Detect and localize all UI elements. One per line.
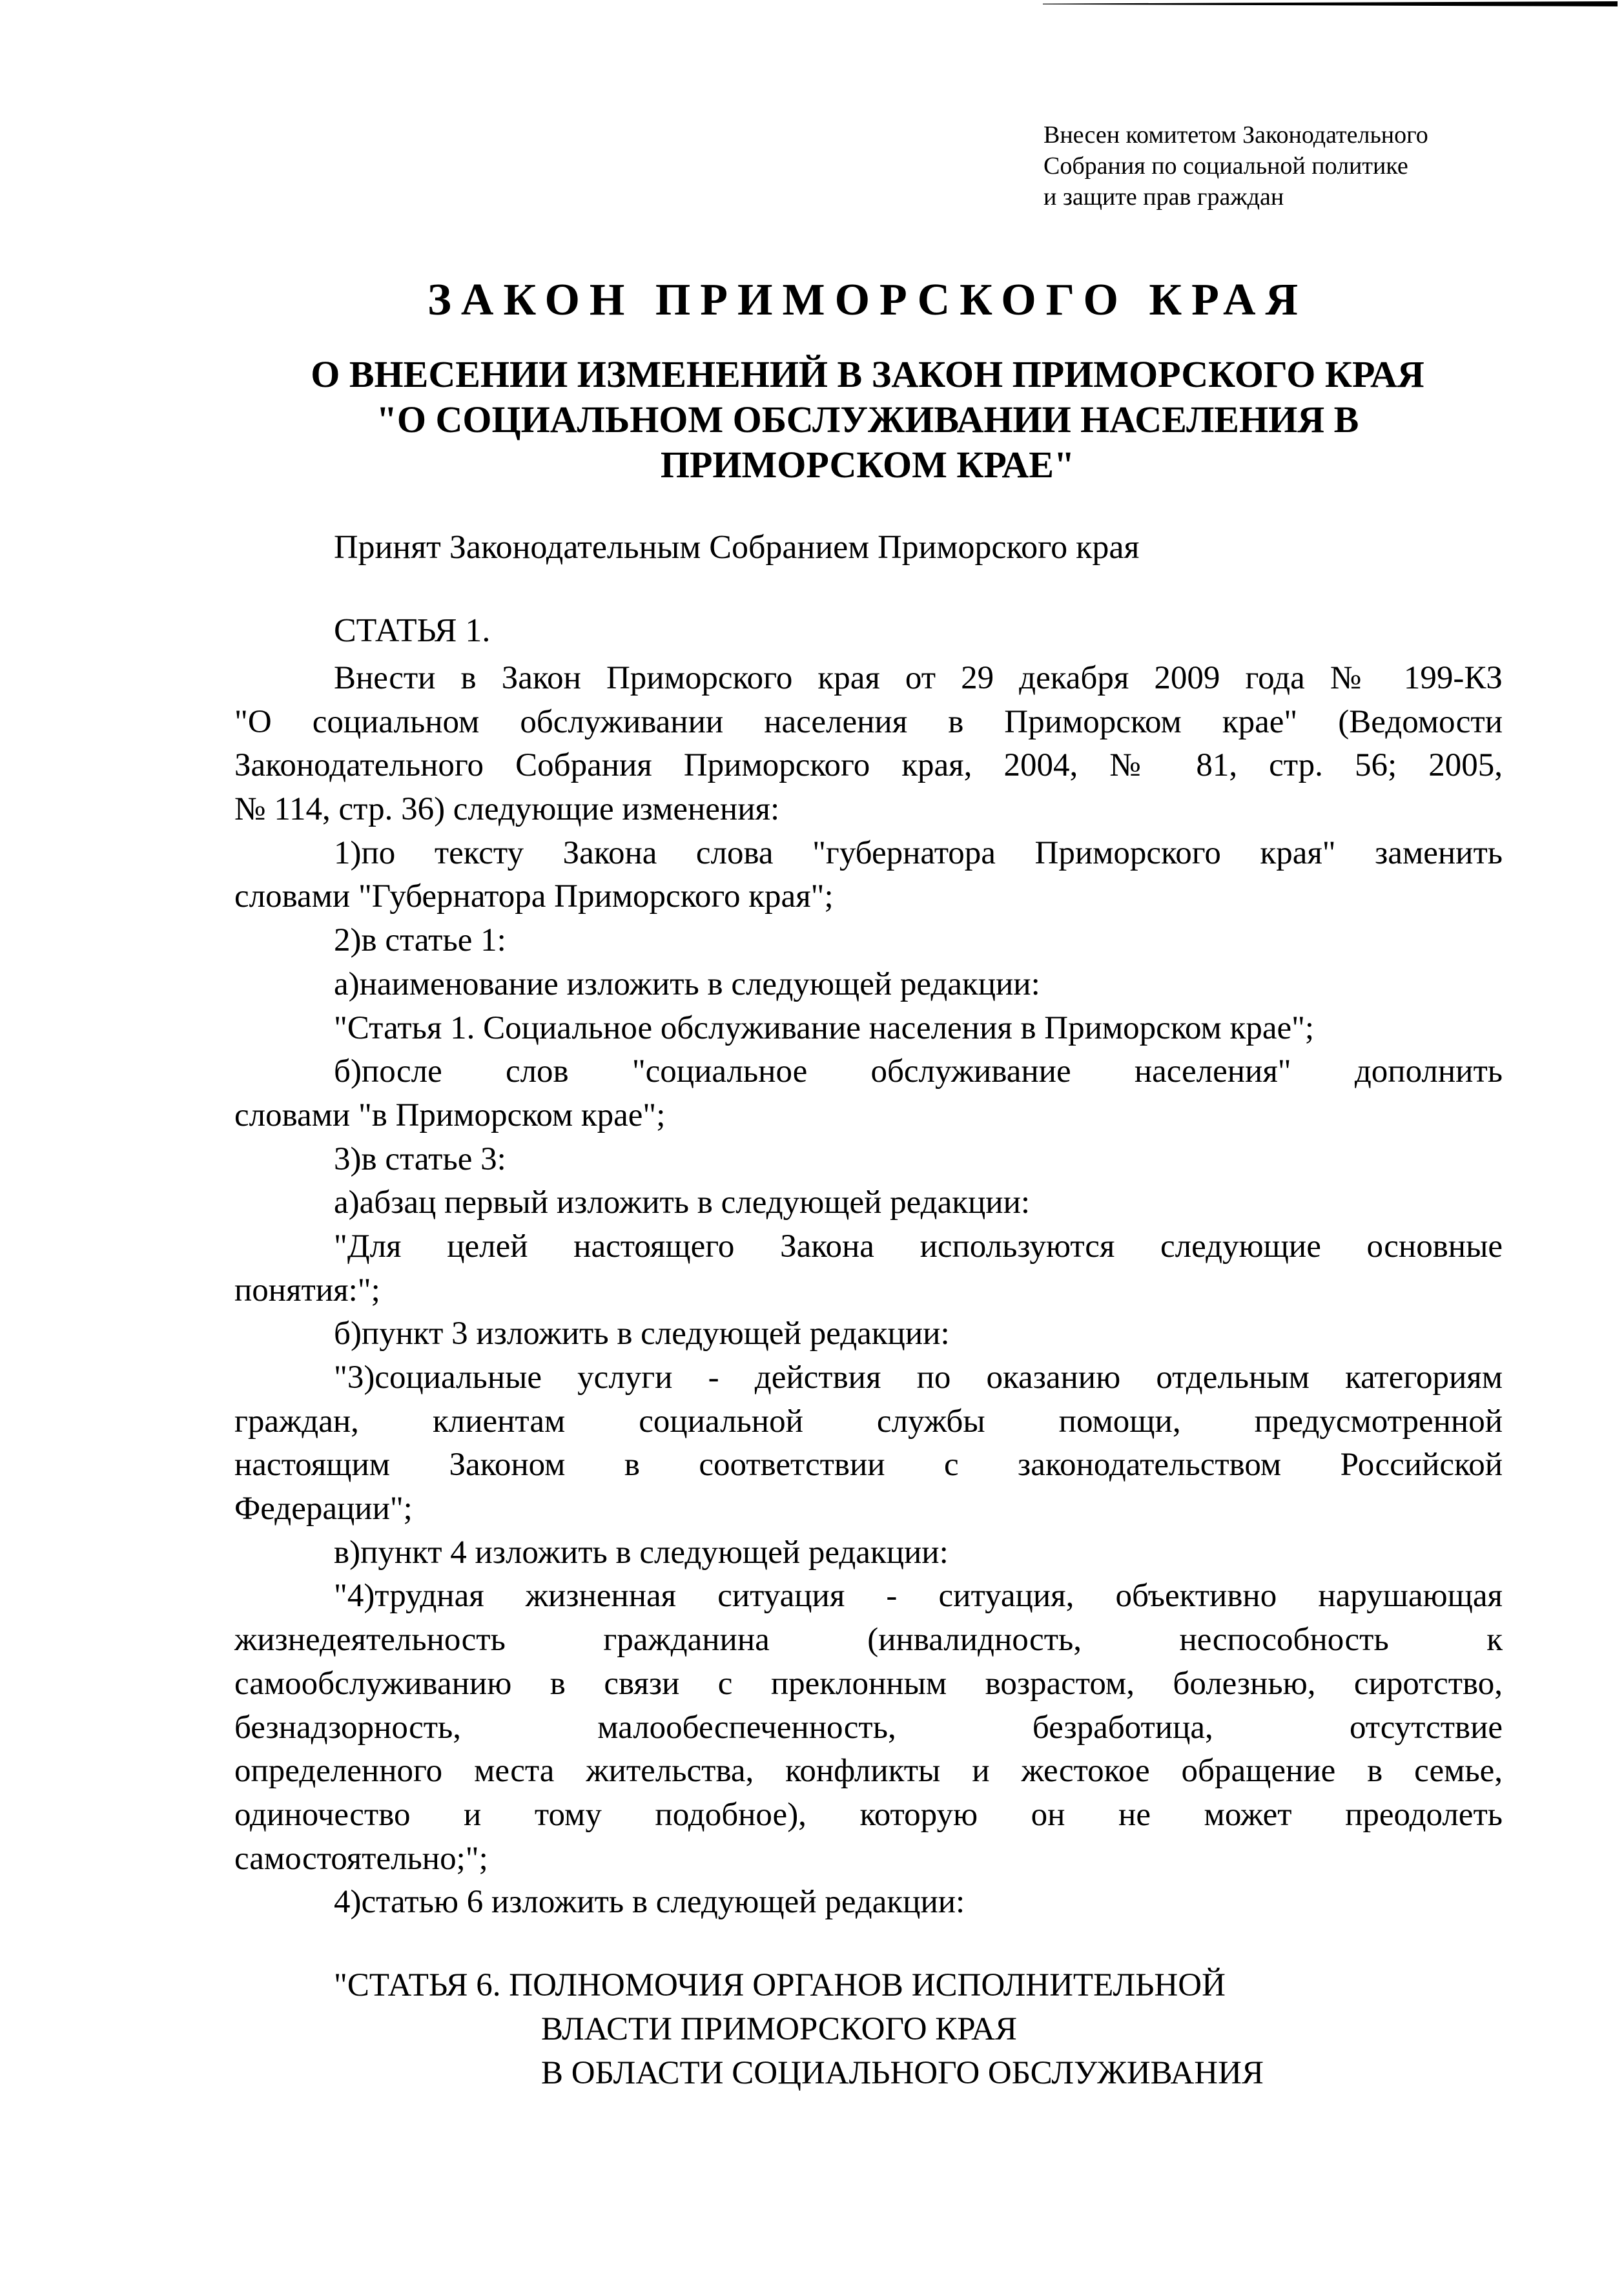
committee-note	[1043, 119, 1428, 212]
body-line: граждан, клиентам социальной службы помощи, предусмотренной	[234, 1403, 1503, 1440]
body-line: Законодательного Собрания Приморского края, 2004, № 81, стр. 56; 2005,	[234, 747, 1503, 784]
body-line: Внести в Закон Приморского края от 29 декабря 2009 года № 199-КЗ	[334, 660, 1503, 696]
heading-line: ВЛАСТИ ПРИМОРСКОГО КРАЯ	[541, 2011, 1017, 2047]
article-heading: СТАТЬЯ 1.	[334, 612, 491, 649]
body-line: б)после слов "социальное обслуживание населения" дополнить	[334, 1053, 1503, 1090]
adopted-by: Принят Законодательным Собранием Приморского края	[334, 529, 1140, 566]
subtitle-line: "О СОЦИАЛЬНОМ ОБСЛУЖИВАНИИ НАСЕЛЕНИЯ В	[376, 398, 1359, 440]
body-line: самообслуживанию в связи с преклонным возрастом, болезнью, сиротство,	[234, 1665, 1503, 1702]
body-line: а)абзац первый изложить в следующей редакции:	[334, 1184, 1031, 1221]
body-line: 2)в статье 1:	[334, 922, 506, 959]
body-line: № 114, стр. 36) следующие изменения:	[234, 791, 780, 828]
heading-line: В ОБЛАСТИ СОЦИАЛЬНОГО ОБСЛУЖИВАНИЯ	[541, 2055, 1264, 2091]
body-line: 3)в статье 3:	[334, 1141, 506, 1177]
body-line: словами "в Приморском крае";	[234, 1097, 666, 1133]
body-line: словами "Губернатора Приморского края";	[234, 878, 834, 915]
heading-line: "СТАТЬЯ 6. ПОЛНОМОЧИЯ ОРГАНОВ ИСПОЛНИТЕЛЬНОЙ	[334, 1967, 1226, 2003]
subtitle-line: О ВНЕСЕНИИ ИЗМЕНЕНИЙ В ЗАКОН ПРИМОРСКОГО КРАЯ	[311, 353, 1424, 395]
committee-note-line: Внесен комитетом Законодательного	[1043, 121, 1428, 149]
law-title: ЗАКОН ПРИМОРСКОГО КРАЯ	[427, 275, 1308, 325]
body-line: Федерации";	[234, 1491, 413, 1527]
body-line: самостоятельно;";	[234, 1840, 488, 1877]
body-line: безнадзорность, малообеспеченность, безработица, отсутствие	[234, 1709, 1503, 1746]
body-line: жизнедеятельность гражданина (инвалидность, неспособность к	[234, 1622, 1503, 1659]
body-line: одиночество и тому подобное), которую он не может преодолеть	[234, 1796, 1503, 1833]
subtitle-line: ПРИМОРСКОМ КРАЕ"	[660, 444, 1075, 486]
scan-edge-line	[1043, 1, 1618, 6]
body-line: 1)по тексту Закона слова "губернатора Приморского края" заменить	[334, 834, 1503, 871]
committee-note-line: Собрания по социальной политике	[1043, 152, 1408, 180]
body-line: определенного места жительства, конфликты и жестокое обращение в семье,	[234, 1753, 1503, 1790]
law-subtitle	[0, 352, 1624, 488]
body-line: в)пункт 4 изложить в следующей редакции:	[334, 1534, 949, 1571]
body-line: "Для целей настоящего Закона используются следующие основные	[334, 1228, 1503, 1265]
body-line: "Статья 1. Социальное обслуживание населения в Приморском крае";	[334, 1009, 1315, 1046]
body-line: "3)социальные услуги - действия по оказанию отдельным категориям	[334, 1359, 1503, 1396]
body-line: понятия:";	[234, 1272, 380, 1308]
body-line: а)наименование изложить в следующей редакции:	[334, 966, 1040, 1002]
body-line: настоящим Законом в соответствии с законодательством Российской	[234, 1447, 1503, 1483]
committee-note-line: и защите прав граждан	[1043, 183, 1284, 211]
body-line: б)пункт 3 изложить в следующей редакции:	[334, 1316, 950, 1352]
body-line: "4)трудная жизненная ситуация - ситуация, объективно нарушающая	[334, 1578, 1503, 1615]
article-6-heading	[334, 1963, 1264, 2095]
body-line: 4)статью 6 изложить в следующей редакции:	[334, 1884, 965, 1921]
body-line: "О социальном обслуживании населения в Приморском крае" (Ведомости	[234, 703, 1503, 740]
article-body	[234, 657, 1503, 1925]
